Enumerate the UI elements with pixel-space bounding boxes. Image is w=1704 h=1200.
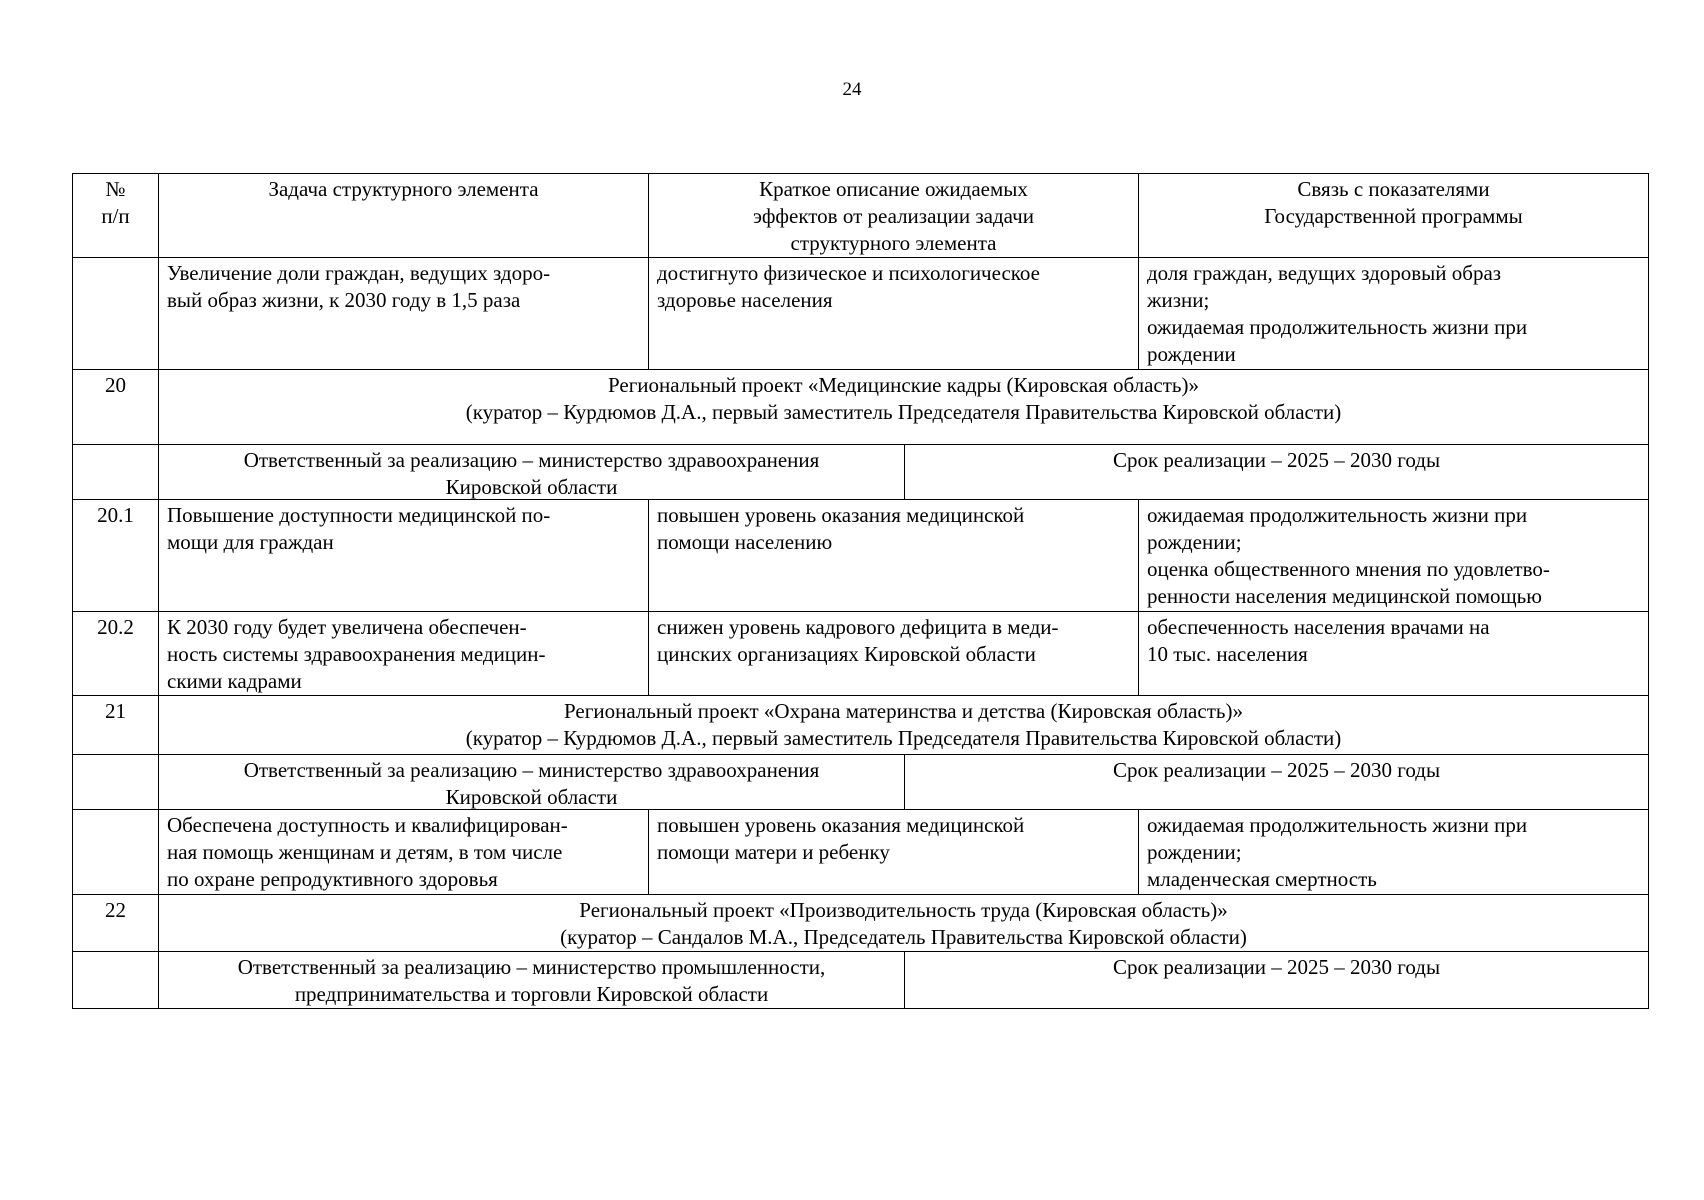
row-link: ожидаемая продолжительность жизни при рождении; младенческая смертность bbox=[1138, 810, 1648, 894]
project-responsible: Ответственный за реализацию – министерство промышленности, предпринимательства и торговли Кировской области bbox=[158, 952, 904, 1008]
table-row bbox=[72, 500, 1649, 612]
row-num bbox=[73, 258, 158, 369]
table-row bbox=[72, 258, 1649, 370]
project-term: Срок реализации – 2025 – 2030 годы bbox=[904, 755, 1648, 809]
row-num: 20.2 bbox=[97, 615, 134, 639]
table-row bbox=[72, 612, 1649, 696]
row-num bbox=[73, 810, 158, 894]
row-task: Повышение доступности медицинской по- мощи для граждан bbox=[158, 500, 648, 611]
row-effects: достигнуто физическое и психологическое здоровье населения bbox=[648, 258, 1138, 369]
project-row bbox=[72, 696, 1649, 755]
header-num: № п/п bbox=[101, 177, 130, 228]
project-title: Региональный проект «Производительность труда (Кировская область)» (куратор – Сандалов М.А., Председатель Правительства Кировской области) bbox=[158, 895, 1648, 951]
row-task: К 2030 году будет увеличена обеспечен- ность системы здравоохранения медицин- скими кадрами bbox=[158, 612, 648, 695]
project-term: Срок реализации – 2025 – 2030 годы bbox=[904, 445, 1648, 499]
project-responsible-row bbox=[72, 755, 1649, 810]
project-responsible: Ответственный за реализацию – министерство здравоохранения Кировской области bbox=[158, 445, 904, 499]
project-title: Региональный проект «Охрана материнства и детства (Кировская область)» (куратор – Курдюмов Д.А., первый заместитель Председателя Правительства Кировской области) bbox=[158, 696, 1648, 754]
row-effects: повышен уровень оказания медицинской помощи матери и ребенку bbox=[648, 810, 1138, 894]
row-effects: снижен уровень кадрового дефицита в меди- цинских организациях Кировской области bbox=[648, 612, 1138, 695]
row-task: Увеличение доли граждан, ведущих здоро- вый образ жизни, к 2030 году в 1,5 раза bbox=[158, 258, 648, 369]
header-task: Задача структурного элемента bbox=[158, 174, 648, 257]
page-number: 24 bbox=[842, 79, 862, 100]
empty-num bbox=[73, 445, 158, 499]
row-task: Обеспечена доступность и квалифицирован- ная помощь женщинам и детям, в том числе по охране репродуктивного здоровья bbox=[158, 810, 648, 894]
project-num: 20 bbox=[105, 373, 126, 397]
empty-num bbox=[73, 755, 158, 809]
row-link: ожидаемая продолжительность жизни при рождении; оценка общественного мнения по удовлетво- ренности населения медицинской помощью bbox=[1138, 500, 1648, 611]
project-term: Срок реализации – 2025 – 2030 годы bbox=[904, 952, 1648, 1008]
row-link: обеспеченность населения врачами на 10 тыс. населения bbox=[1138, 612, 1648, 695]
row-effects: повышен уровень оказания медицинской помощи населению bbox=[648, 500, 1138, 611]
table-row bbox=[72, 810, 1649, 895]
empty-num bbox=[73, 952, 158, 1008]
row-num: 20.1 bbox=[97, 503, 134, 527]
structural-elements-table bbox=[72, 173, 1649, 1009]
header-link: Связь с показателями Государственной программы bbox=[1138, 174, 1648, 257]
row-link: доля граждан, ведущих здоровый образ жизни; ожидаемая продолжительность жизни при рождении bbox=[1138, 258, 1648, 369]
project-row bbox=[72, 370, 1649, 445]
project-num: 22 bbox=[105, 898, 126, 922]
project-responsible-row bbox=[72, 952, 1649, 1009]
project-responsible-row bbox=[72, 445, 1649, 500]
project-num: 21 bbox=[105, 699, 126, 723]
project-title: Региональный проект «Медицинские кадры (Кировская область)» (куратор – Курдюмов Д.А., первый заместитель Председателя Правительства Кировской области) bbox=[158, 370, 1648, 444]
header-effects: Краткое описание ожидаемых эффектов от реализации задачи структурного элемента bbox=[648, 174, 1138, 257]
project-responsible: Ответственный за реализацию – министерство здравоохранения Кировской области bbox=[158, 755, 904, 809]
table-header-row bbox=[72, 173, 1649, 258]
project-row bbox=[72, 895, 1649, 952]
